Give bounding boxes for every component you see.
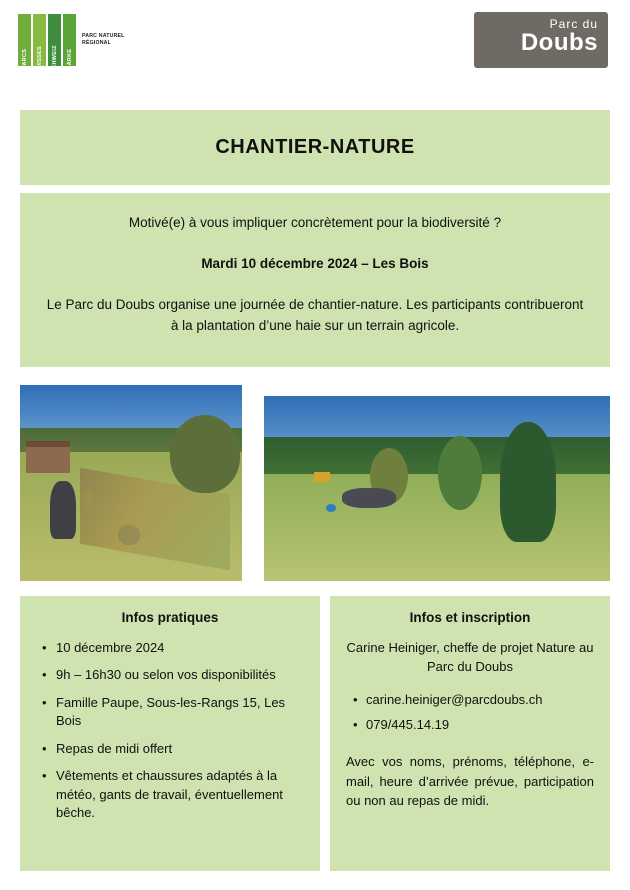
list-item: • Repas de midi offert: [56, 740, 306, 758]
photo-ground: [264, 474, 610, 581]
logo-right-doubs: Doubs: [520, 29, 598, 56]
logo-bar-parcs: [18, 14, 31, 70]
photo-conifer: [500, 422, 556, 542]
logo-left-text-line1: PARC NATUREL: [82, 32, 125, 39]
intro-date: Mardi 10 décembre 2024 – Les Bois: [201, 256, 429, 271]
registration-contact: Carine Heiniger, cheffe de projet Nature au Parc du Doubs: [346, 640, 594, 674]
parc-du-doubs-logo: [474, 12, 608, 68]
page-title: CHANTIER-NATURE: [215, 136, 415, 158]
registration-contact-list: [346, 691, 594, 735]
panel-infos-pratiques: [20, 596, 320, 871]
panel-infos-inscription: [330, 596, 610, 871]
photo-plantation-haie: [20, 385, 242, 581]
photo-tree-1: [438, 436, 482, 510]
list-item: • Famille Paupe, Sous-les-Rangs 15, Les Bois: [56, 694, 306, 731]
logo-bar-label: PARCS: [21, 48, 28, 70]
title-band: [20, 110, 610, 185]
panel-practical-title: Infos pratiques: [121, 610, 219, 625]
photo-equipment: [314, 472, 330, 482]
logo-bar-label: SUISSES: [36, 46, 43, 72]
list-item-email[interactable]: • carine.heiniger@parcdoubs.ch: [366, 691, 594, 710]
logo-bar-parke: [63, 14, 76, 70]
photo-tree: [170, 415, 240, 493]
parcs-suisses-logo: [18, 14, 128, 73]
logo-bar-label: PÄRKE: [66, 48, 73, 70]
photo-group: [342, 488, 396, 508]
intro-question: Motivé(e) à vous impliquer concrètement pour la biodiversité ?: [128, 215, 502, 230]
photo-person-1: [50, 481, 76, 539]
registration-closing: Avec vos noms, prénoms, téléphone, e-mail, heure d’arrivée prévue, participation ou non au repas de midi.: [346, 754, 594, 809]
list-item: • Vêtements et chaussures adaptés à la météo, gants de travail, éventuellement bêche.: [56, 767, 306, 822]
logo-bar-suisses: [33, 14, 46, 72]
page-header: [0, 0, 630, 92]
photo-bag: [326, 504, 336, 512]
panel-registration-title: Infos et inscription: [409, 610, 531, 625]
logo-bar-schweiz: [48, 14, 61, 73]
intro-band: [20, 193, 610, 367]
practical-list: [34, 639, 306, 823]
logo-left-text: [82, 33, 125, 47]
logo-bar-label: SCHWEIZ: [51, 45, 58, 73]
photo-pature-arbres: [264, 396, 610, 581]
intro-description: Le Parc du Doubs organise une journée de chantier-nature. Les participants contribueront à la plantation d’une haie sur un terrain agricole.: [46, 297, 584, 333]
logo-left-text-line2: RÉGIONAL: [82, 40, 111, 46]
list-item-phone[interactable]: • 079/445.14.19: [366, 716, 594, 735]
list-item: • 10 décembre 2024: [56, 639, 306, 657]
logo-right-parc: Parc du: [549, 17, 598, 31]
list-item: • 9h – 16h30 ou selon vos disponibilités: [56, 666, 306, 684]
photo-building: [26, 441, 70, 473]
